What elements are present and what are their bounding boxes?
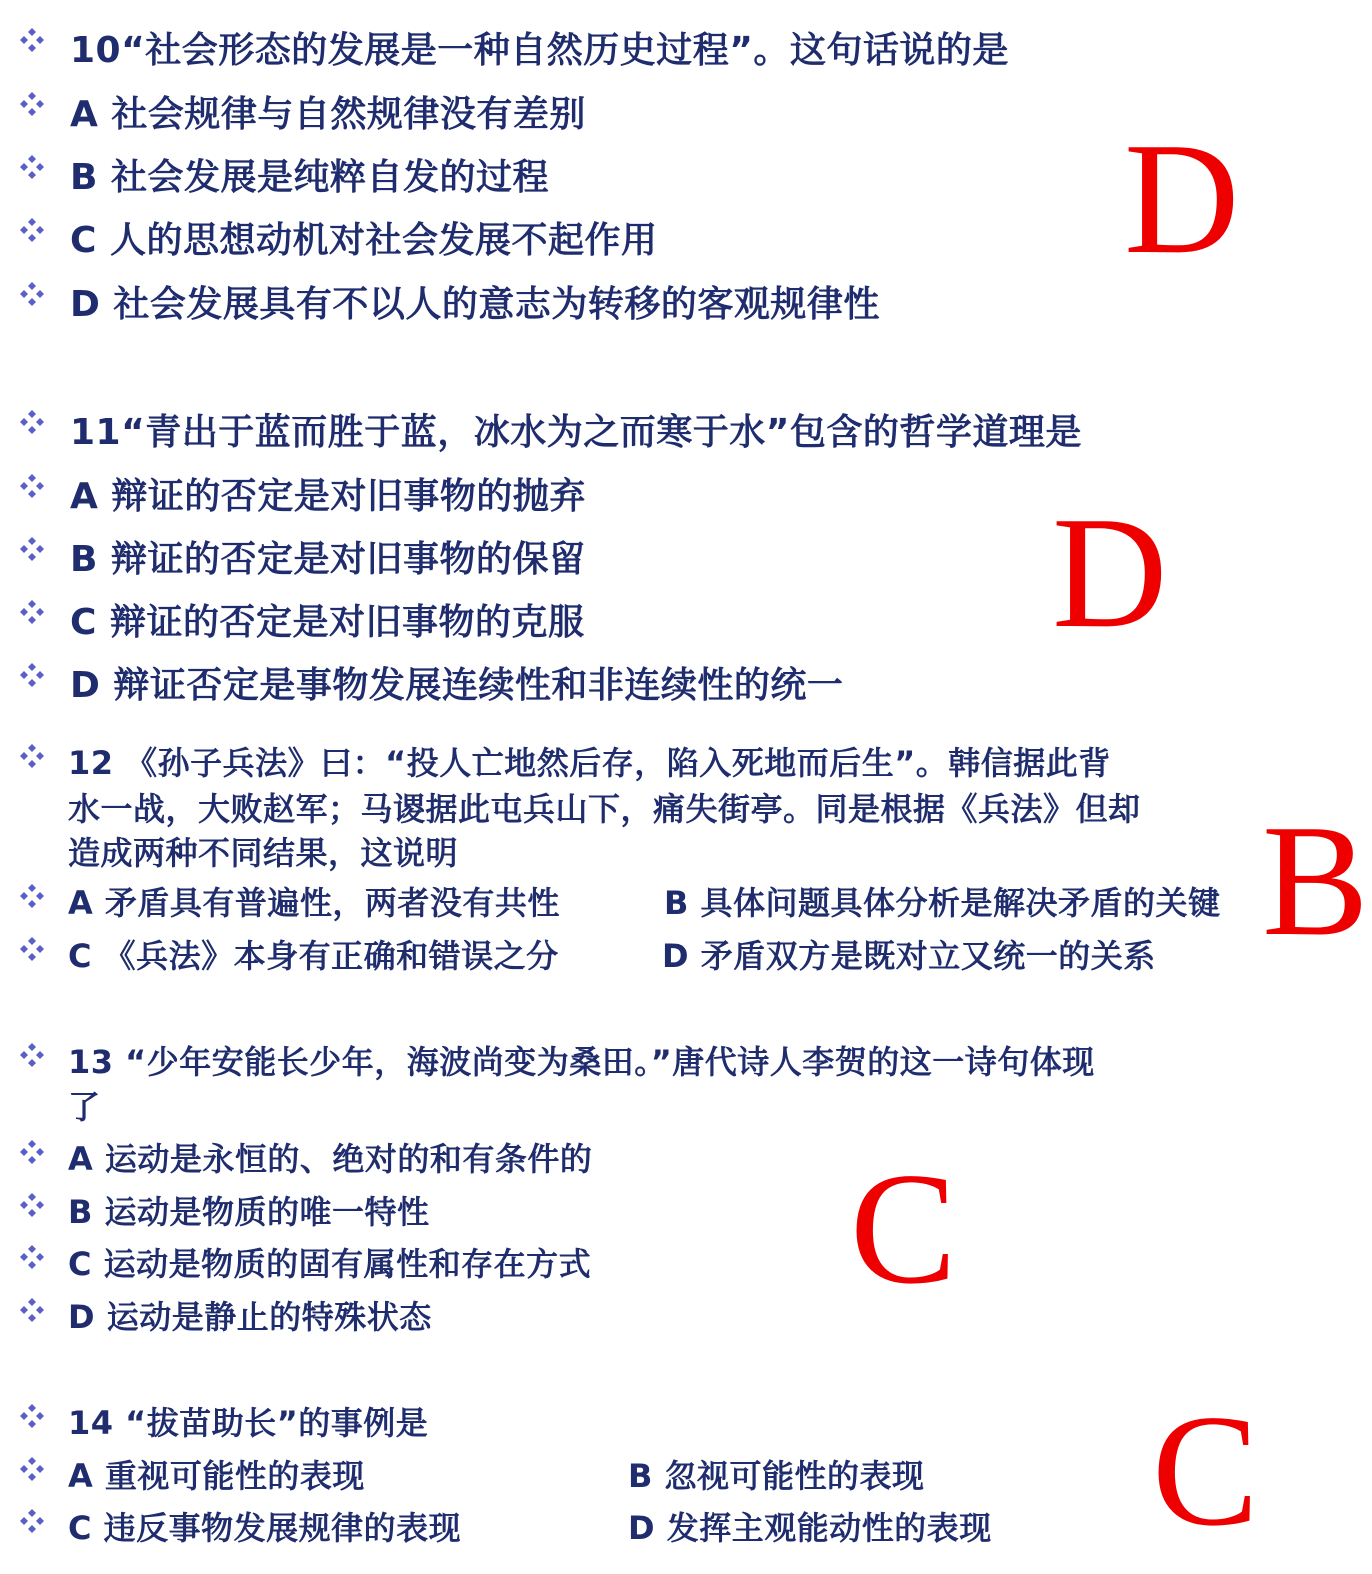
four-diamond-bullet-icon — [16, 1189, 48, 1221]
question-12-option-a: A 矛盾具有普遍性，两者没有共性 — [68, 884, 560, 922]
four-diamond-bullet-icon — [16, 659, 48, 691]
question-11-option-d: D 辩证否定是事物发展连续性和非连续性的统一 — [70, 665, 844, 706]
question-12-option-c: C 《兵法》本身有正确和错误之分 — [68, 937, 559, 975]
four-diamond-bullet-icon — [16, 406, 48, 438]
question-10-stem: 10“社会形态的发展是一种自然历史过程”。这句话说的是 — [70, 30, 1009, 71]
question-13-option-a: A 运动是永恒的、绝对的和有条件的 — [68, 1140, 593, 1178]
question-10-option-b: B 社会发展是纯粹自发的过程 — [70, 157, 549, 198]
question-12-stem-line-2: 水一战，大败赵军；马谡据此屯兵山下，痛失街亭。同是根据《兵法》但却 — [68, 790, 1141, 828]
four-diamond-bullet-icon — [16, 88, 48, 120]
four-diamond-bullet-icon — [16, 151, 48, 183]
question-11-option-a: A 辩证的否定是对旧事物的抛弃 — [70, 476, 586, 517]
question-14-answer: C — [1152, 1381, 1259, 1559]
question-12-option-d: D 矛盾双方是既对立又统一的关系 — [662, 937, 1156, 975]
question-14-stem: 14 “拔苗助长”的事例是 — [68, 1404, 429, 1442]
four-diamond-bullet-icon — [16, 740, 48, 772]
question-13-stem-line-1: 13 “少年安能长少年，海波尚变为桑田。”唐代诗人李贺的这一诗句体现 — [68, 1043, 1095, 1081]
four-diamond-bullet-icon — [16, 1241, 48, 1273]
question-10-option-d: D 社会发展具有不以人的意志为转移的客观规律性 — [70, 284, 880, 325]
question-14-option-b: B 忽视可能性的表现 — [628, 1457, 925, 1495]
question-14-option-a: A 重视可能性的表现 — [68, 1457, 365, 1495]
four-diamond-bullet-icon — [16, 880, 48, 912]
question-10-option-c: C 人的思想动机对社会发展不起作用 — [70, 220, 658, 261]
four-diamond-bullet-icon — [16, 24, 48, 56]
question-13-stem-line-2: 了 — [68, 1088, 101, 1126]
question-10-answer: D — [1124, 109, 1240, 287]
question-13-option-b: B 运动是物质的唯一特性 — [68, 1193, 430, 1231]
four-diamond-bullet-icon — [16, 278, 48, 310]
four-diamond-bullet-icon — [16, 1136, 48, 1168]
four-diamond-bullet-icon — [16, 1294, 48, 1326]
question-11-option-c: C 辩证的否定是对旧事物的克服 — [70, 602, 585, 643]
question-13-answer: C — [850, 1139, 957, 1317]
four-diamond-bullet-icon — [16, 214, 48, 246]
four-diamond-bullet-icon — [16, 470, 48, 502]
question-14-option-d: D 发挥主观能动性的表现 — [628, 1509, 992, 1547]
question-13-option-d: D 运动是静止的特殊状态 — [68, 1298, 432, 1336]
four-diamond-bullet-icon — [16, 1400, 48, 1432]
question-11-option-b: B 辩证的否定是对旧事物的保留 — [70, 539, 586, 580]
question-14-option-c: C 违反事物发展规律的表现 — [68, 1509, 462, 1547]
four-diamond-bullet-icon — [16, 533, 48, 565]
question-13-option-c: C 运动是物质的固有属性和存在方式 — [68, 1245, 592, 1283]
four-diamond-bullet-icon — [16, 933, 48, 965]
four-diamond-bullet-icon — [16, 1505, 48, 1537]
question-11-stem: 11“青出于蓝而胜于蓝，冰水为之而寒于水”包含的哲学道理是 — [70, 412, 1082, 453]
question-10-option-a: A 社会规律与自然规律没有差别 — [70, 94, 586, 135]
question-12-answer: B — [1262, 791, 1369, 969]
question-12-stem-line-3: 造成两种不同结果，这说明 — [68, 834, 459, 872]
four-diamond-bullet-icon — [16, 596, 48, 628]
question-12-option-b: B 具体问题具体分析是解决矛盾的关键 — [664, 884, 1221, 922]
question-12-stem-line-1: 12 《孙子兵法》曰：“投人亡地然后存，陷入死地而后生”。韩信据此背 — [68, 744, 1111, 782]
question-11-answer: D — [1052, 483, 1168, 661]
four-diamond-bullet-icon — [16, 1453, 48, 1485]
four-diamond-bullet-icon — [16, 1039, 48, 1071]
